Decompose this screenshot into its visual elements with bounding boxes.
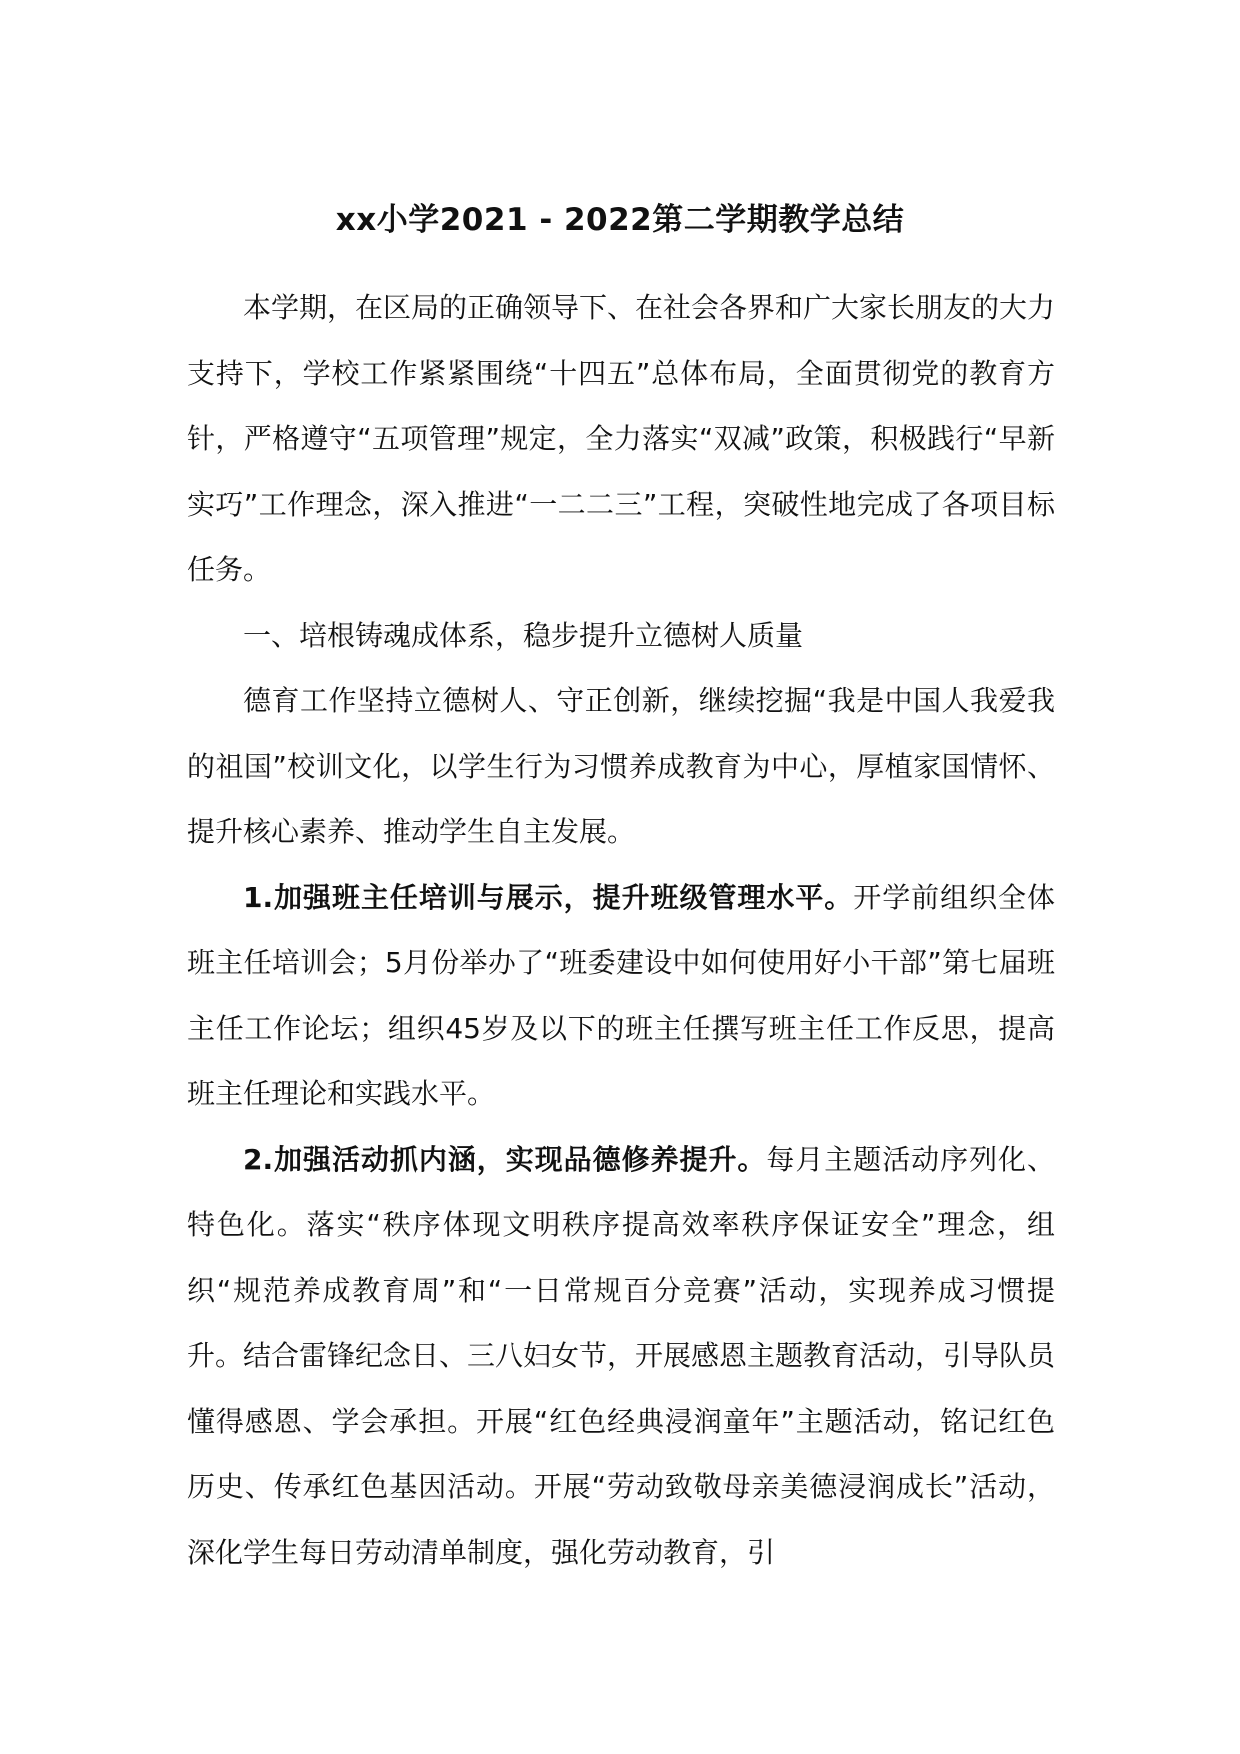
document-body <box>187 275 1055 1585</box>
section-heading-1 <box>187 603 1055 669</box>
paragraph-moral-education-text: 德育工作坚持立德树人、守正创新，继续挖掘“我是中国人我爱我的祖国”校训文化，以学生行为习惯养成教育为中心，厚植家国情怀、提升核心素养、推动学生自主发展。 <box>187 684 1055 848</box>
paragraph-intro-text: 本学期，在区局的正确领导下、在社会各界和广大家长朋友的大力支持下，学校工作紧紧围绕“十四五”总体布局，全面贯彻党的教育方针，严格遵守“五项管理”规定，全力落实“双减”政策，积极践行“早新实巧”工作理念，深入推进“一二二三”工程，突破性地完成了各项目标任务。 <box>187 291 1056 586</box>
paragraph-intro <box>187 275 1055 603</box>
paragraph-item-1-lead: 1.加强班主任培训与展示，提升班级管理水平。 <box>243 880 854 914</box>
paragraph-moral-education <box>187 668 1055 865</box>
paragraph-item-1 <box>187 865 1055 1127</box>
paragraph-item-2 <box>187 1127 1055 1586</box>
section-heading-1-text: 一、培根铸魂成体系，稳步提升立德树人质量 <box>243 618 804 652</box>
paragraph-item-1-text: 开学前组织全体班主任培训会；5月份举办了“班委建设中如何使用好小干部”第七届班主任工作论坛；组织45岁及以下的班主任撰写班主任工作反思，提高班主任理论和实践水平。 <box>187 880 1055 1110</box>
paragraph-item-2-lead: 2.加强活动抓内涵，实现品德修养提升。 <box>243 1142 767 1176</box>
paragraph-item-2-text: 每月主题活动序列化、特色化。落实“秩序体现文明秩序提高效率秩序保证安全”理念，组织“规范养成教育周”和“一日常规百分竞赛”活动，实现养成习惯提升。结合雷锋纪念日、三八妇女节，开展感恩主题教育活动，引导队员懂得感恩、学会承担。开展“红色经典浸润童年”主题活动，铭记红色历史、传承红色基因活动。开展“劳动致敬母亲美德浸润成长”活动，深化学生每日劳动清单制度，强化劳动教育，引 <box>187 1142 1056 1569</box>
document-title: xx小学2021 - 2022第二学期教学总结 <box>335 202 905 238</box>
